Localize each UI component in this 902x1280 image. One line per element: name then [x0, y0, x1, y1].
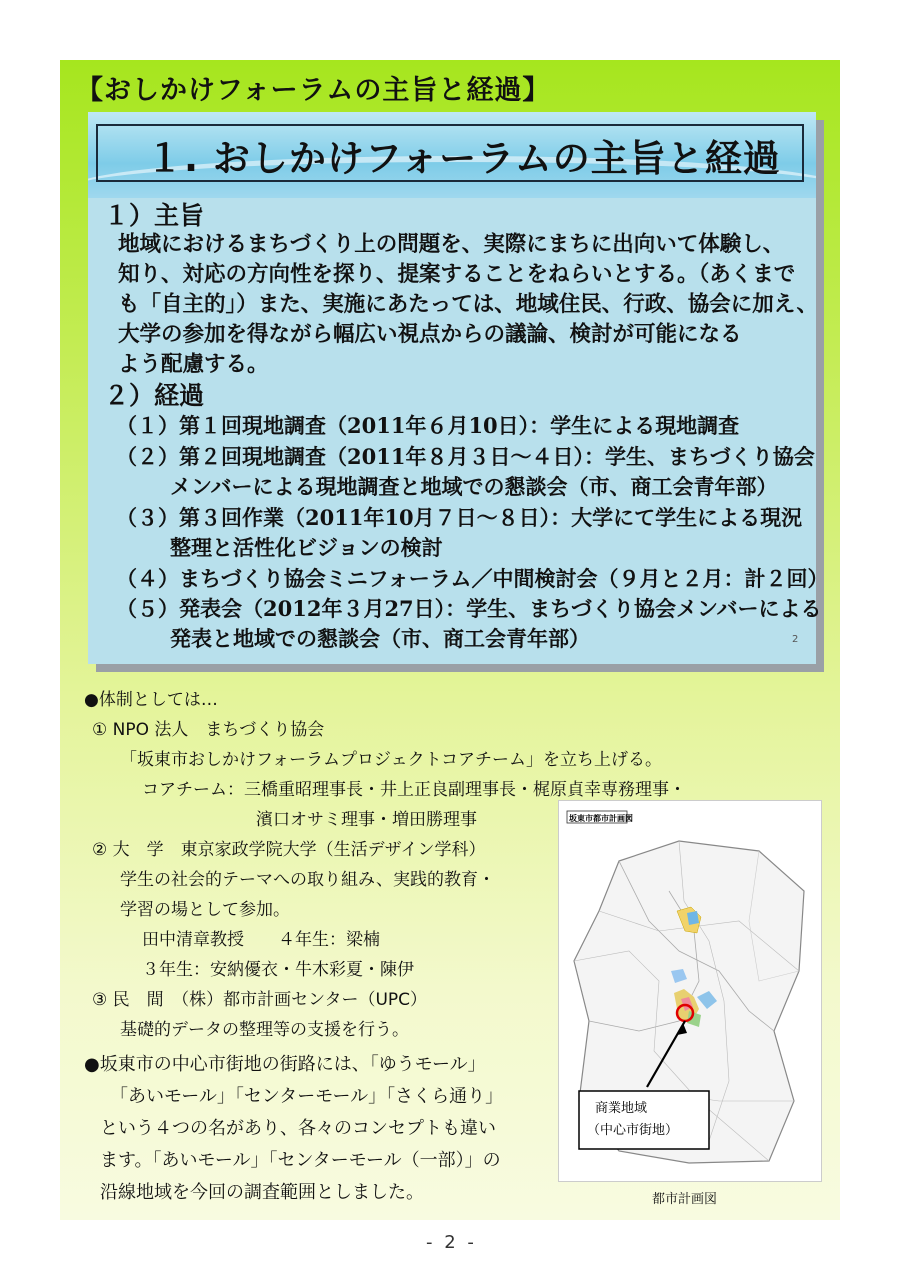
progress-item: （４）まちづくり協会ミニフォーラム／中間検討会（９月と２月：計２回）: [116, 566, 829, 591]
structure-text: コアチーム：三橋重昭理事長・井上正良副理事長・梶原貞幸専務理事・: [142, 780, 686, 800]
progress-item-cont: 整理と活性化ビジョンの検討: [170, 535, 443, 560]
structure-item-private: ③ 民 間 （株）都市計画センター（UPC）: [92, 990, 428, 1010]
progress-item: （３）第３回作業（2011年10月７日～８日）：大学にて学生による現況: [116, 505, 803, 530]
section-heading-progress: ２）経過: [104, 381, 205, 410]
street-note: 「あいモール」「センターモール」「さくら通り」: [110, 1086, 504, 1107]
progress-item: （１）第１回現地調査（2011年６月10日）：学生による現地調査: [116, 413, 740, 438]
purpose-line: も「自主的」）また、実施にあたっては、地域住民、行政、協会に加え、: [118, 292, 819, 317]
map-caption: 都市計画図: [652, 1192, 718, 1207]
purpose-line: 地域におけるまちづくり上の問題を、実際にまちに出向いて体験し、: [118, 232, 785, 257]
structure-text: 「坂東市おしかけフォーラムプロジェクトコアチーム」を立ち上げる。: [120, 750, 662, 770]
street-note: ●坂東市の中心市街地の街路には、「ゆうモール」: [84, 1054, 486, 1075]
structure-item-university: ② 大 学 東京家政学院大学（生活デザイン学科）: [92, 840, 486, 860]
progress-item: （５）発表会（2012年３月27日）：学生、まちづくり協会メンバーによる: [116, 596, 822, 621]
structure-text: ３年生：安納優衣・牛木彩夏・陳伊: [142, 960, 414, 980]
progress-item-cont: メンバーによる現地調査と地域での懇談会（市、商工会青年部）: [170, 474, 778, 499]
street-note: 沿線地域を今回の調査範囲としました。: [100, 1182, 424, 1203]
city-plan-map: [558, 800, 822, 1182]
structure-text: 田中清章教授 ４年生：梁楠: [142, 930, 380, 950]
map-callout-line1: 商業地域: [595, 1101, 648, 1116]
progress-item: （２）第２回現地調査（2011年８月３日～４日）：学生、まちづくり協会: [116, 444, 815, 469]
structure-text: 学習の場として参加。: [120, 900, 290, 920]
page-number: - 2 -: [426, 1232, 477, 1253]
purpose-line: よう配慮する。: [118, 352, 269, 377]
slide-banner: [88, 112, 816, 198]
purpose-line: 大学の参加を得ながら幅広い視点からの議論、検討が可能になる: [118, 322, 742, 347]
page-heading: 【おしかけフォーラムの主旨と経過】: [76, 75, 551, 106]
progress-item-cont: 発表と地域での懇談会（市、商工会青年部）: [170, 626, 590, 651]
structure-intro: ●体制としては…: [84, 690, 218, 710]
slide-title: １. おしかけフォーラムの主旨と経過: [146, 137, 781, 180]
structure-text: 基礎的データの整理等の支援を行う。: [120, 1020, 409, 1040]
street-note: ます。「あいモール」「センターモール（一部）」の: [100, 1150, 501, 1171]
street-note: という４つの名があり、各々のコンセプトも違い: [100, 1118, 496, 1139]
slide-number: 2: [792, 634, 799, 645]
structure-text: 学生の社会的テーマへの取り組み、実践的教育・: [120, 870, 496, 890]
map-callout-line2: （中心市街地）: [587, 1123, 679, 1138]
city-plan-map-image: [559, 801, 821, 1181]
structure-text: 濱口オサミ理事・増田勝理事: [256, 810, 477, 830]
purpose-line: 知り、対応の方向性を探り、提案することをねらいとする。（あくまで: [118, 262, 796, 287]
map-title: 坂東市都市計画図: [569, 814, 633, 823]
structure-item-npo: ① NPO 法人 まちづくり協会: [92, 720, 325, 740]
section-heading-purpose: １）主旨: [104, 201, 205, 230]
